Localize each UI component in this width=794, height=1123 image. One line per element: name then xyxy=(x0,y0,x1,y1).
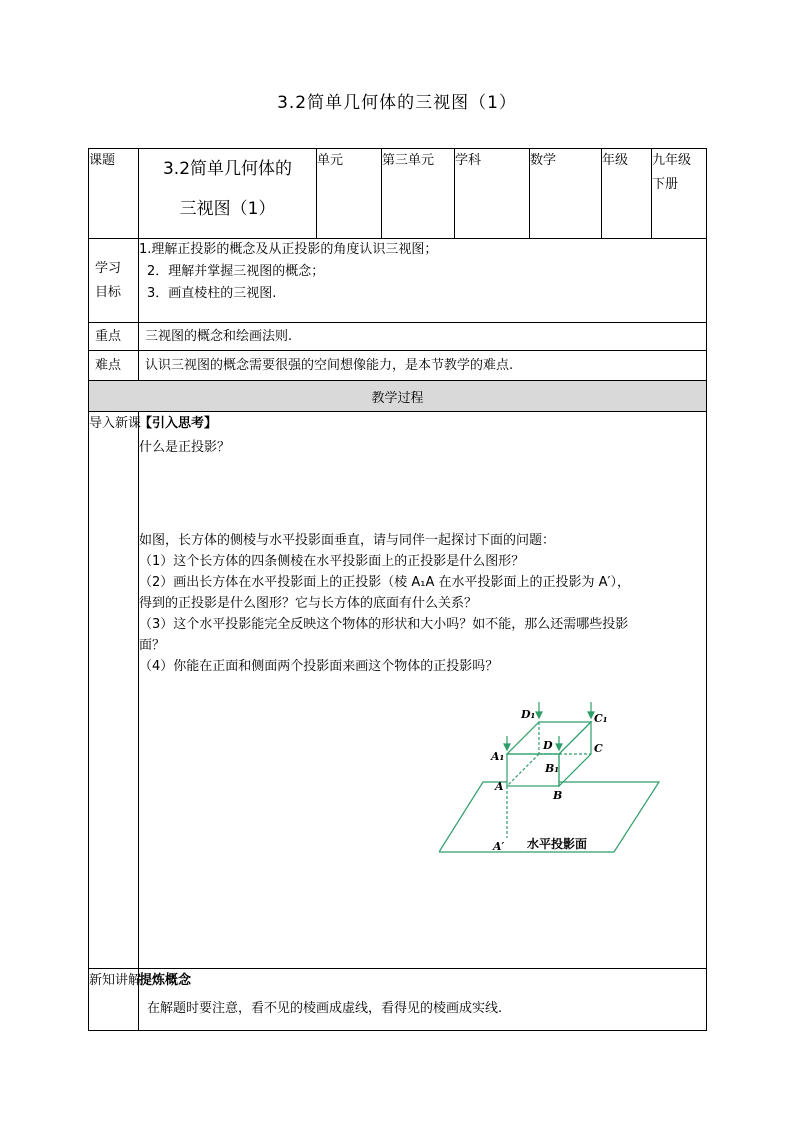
objectives-label: 学习 目标 xyxy=(89,239,139,323)
intro-row xyxy=(89,412,707,969)
key-point-row xyxy=(89,323,707,351)
grade-value xyxy=(652,149,707,239)
course-title-line2: 三视图（1） xyxy=(179,199,276,219)
new-knowledge-label: 新知讲解 xyxy=(89,969,139,1031)
objective-item: 3．画直棱柱的三视图. xyxy=(147,286,277,301)
unit-value: 第三单元 xyxy=(382,149,455,239)
new-knowledge-text: 在解题时要注意，看不见的棱画成虚线，看得见的棱画成实线. xyxy=(147,1001,503,1016)
process-header-row xyxy=(89,381,707,412)
page-title: 3.2简单几何体的三视图（1） xyxy=(277,93,517,113)
intro-heading: 【引入思考】 xyxy=(139,416,218,431)
label-b: B xyxy=(553,789,563,802)
new-knowledge-row xyxy=(89,969,707,1031)
plane-label: 水平投影面 xyxy=(527,837,588,851)
label-b1: B₁ xyxy=(545,762,560,775)
grade-value-line1: 九年级 xyxy=(652,153,692,168)
key-point-text: 三视图的概念和绘画法则. xyxy=(139,323,707,351)
difficulty-text: 认识三视图的概念需要很强的空间想像能力，是本节教学的难点. xyxy=(139,351,707,381)
lesson-plan-table xyxy=(88,148,707,1031)
label-c: C xyxy=(594,742,603,755)
process-header: 教学过程 xyxy=(89,381,707,412)
arrow-head xyxy=(556,744,562,750)
label-a: A xyxy=(495,780,504,793)
intro-q3b: 面？ xyxy=(139,638,166,653)
label-d: D xyxy=(543,739,553,752)
intro-q2b: 得到的正投影是什么图形？它与长方体的底面有什么关系？ xyxy=(139,596,478,611)
objective-item: 2．理解并掌握三视图的概念； xyxy=(147,264,325,279)
intro-content xyxy=(139,412,707,969)
arrow-head xyxy=(536,712,542,718)
subject-label: 学科 xyxy=(455,149,530,239)
arrow-head xyxy=(504,744,510,750)
course-title xyxy=(139,149,317,239)
key-point-label: 重点 xyxy=(89,323,139,351)
new-knowledge-content xyxy=(139,969,707,1031)
header-row xyxy=(89,149,707,239)
grade-label: 年级 xyxy=(602,149,652,239)
new-knowledge-heading: 提炼概念 xyxy=(139,973,192,988)
difficulty-label: 难点 xyxy=(89,351,139,381)
intro-prompt: 如图，长方体的侧棱与水平投影面垂直，请与同伴一起探讨下面的问题： xyxy=(139,533,556,548)
course-label: 课题 xyxy=(89,149,139,239)
course-title-line1: 3.2简单几何体的 xyxy=(162,159,293,179)
intro-q1: （1）这个长方体的四条侧棱在水平投影面上的正投影是什么图形？ xyxy=(139,554,525,569)
difficulty-row xyxy=(89,351,707,381)
label-d1: D₁ xyxy=(521,708,536,721)
label-c1: C₁ xyxy=(594,712,608,725)
subject-value: 数学 xyxy=(530,149,602,239)
grade-value-line2: 下册 xyxy=(652,177,679,192)
label-a1: A₁ xyxy=(491,750,505,763)
objective-item: 1.理解正投影的概念及从正投影的角度认识三视图； xyxy=(139,242,438,257)
cuboid-projection-figure xyxy=(439,702,669,862)
unit-label: 单元 xyxy=(317,149,382,239)
intro-q3a: （3）这个水平投影能完全反映这个物体的形状和大小吗？如不能，那么还需哪些投影 xyxy=(139,617,629,632)
intro-q4: （4）你能在正面和侧面两个投影面来画这个物体的正投影吗？ xyxy=(139,659,499,674)
objectives-list xyxy=(139,239,707,323)
intro-label: 导入新课 xyxy=(89,412,139,969)
label-a-prime: A′ xyxy=(493,840,505,853)
objectives-row xyxy=(89,239,707,323)
intro-question: 什么是正投影？ xyxy=(139,440,231,455)
intro-q2a: （2）画出长方体在水平投影面上的正投影（棱 A₁A 在水平投影面上的正投影为 A′）， xyxy=(139,575,631,590)
